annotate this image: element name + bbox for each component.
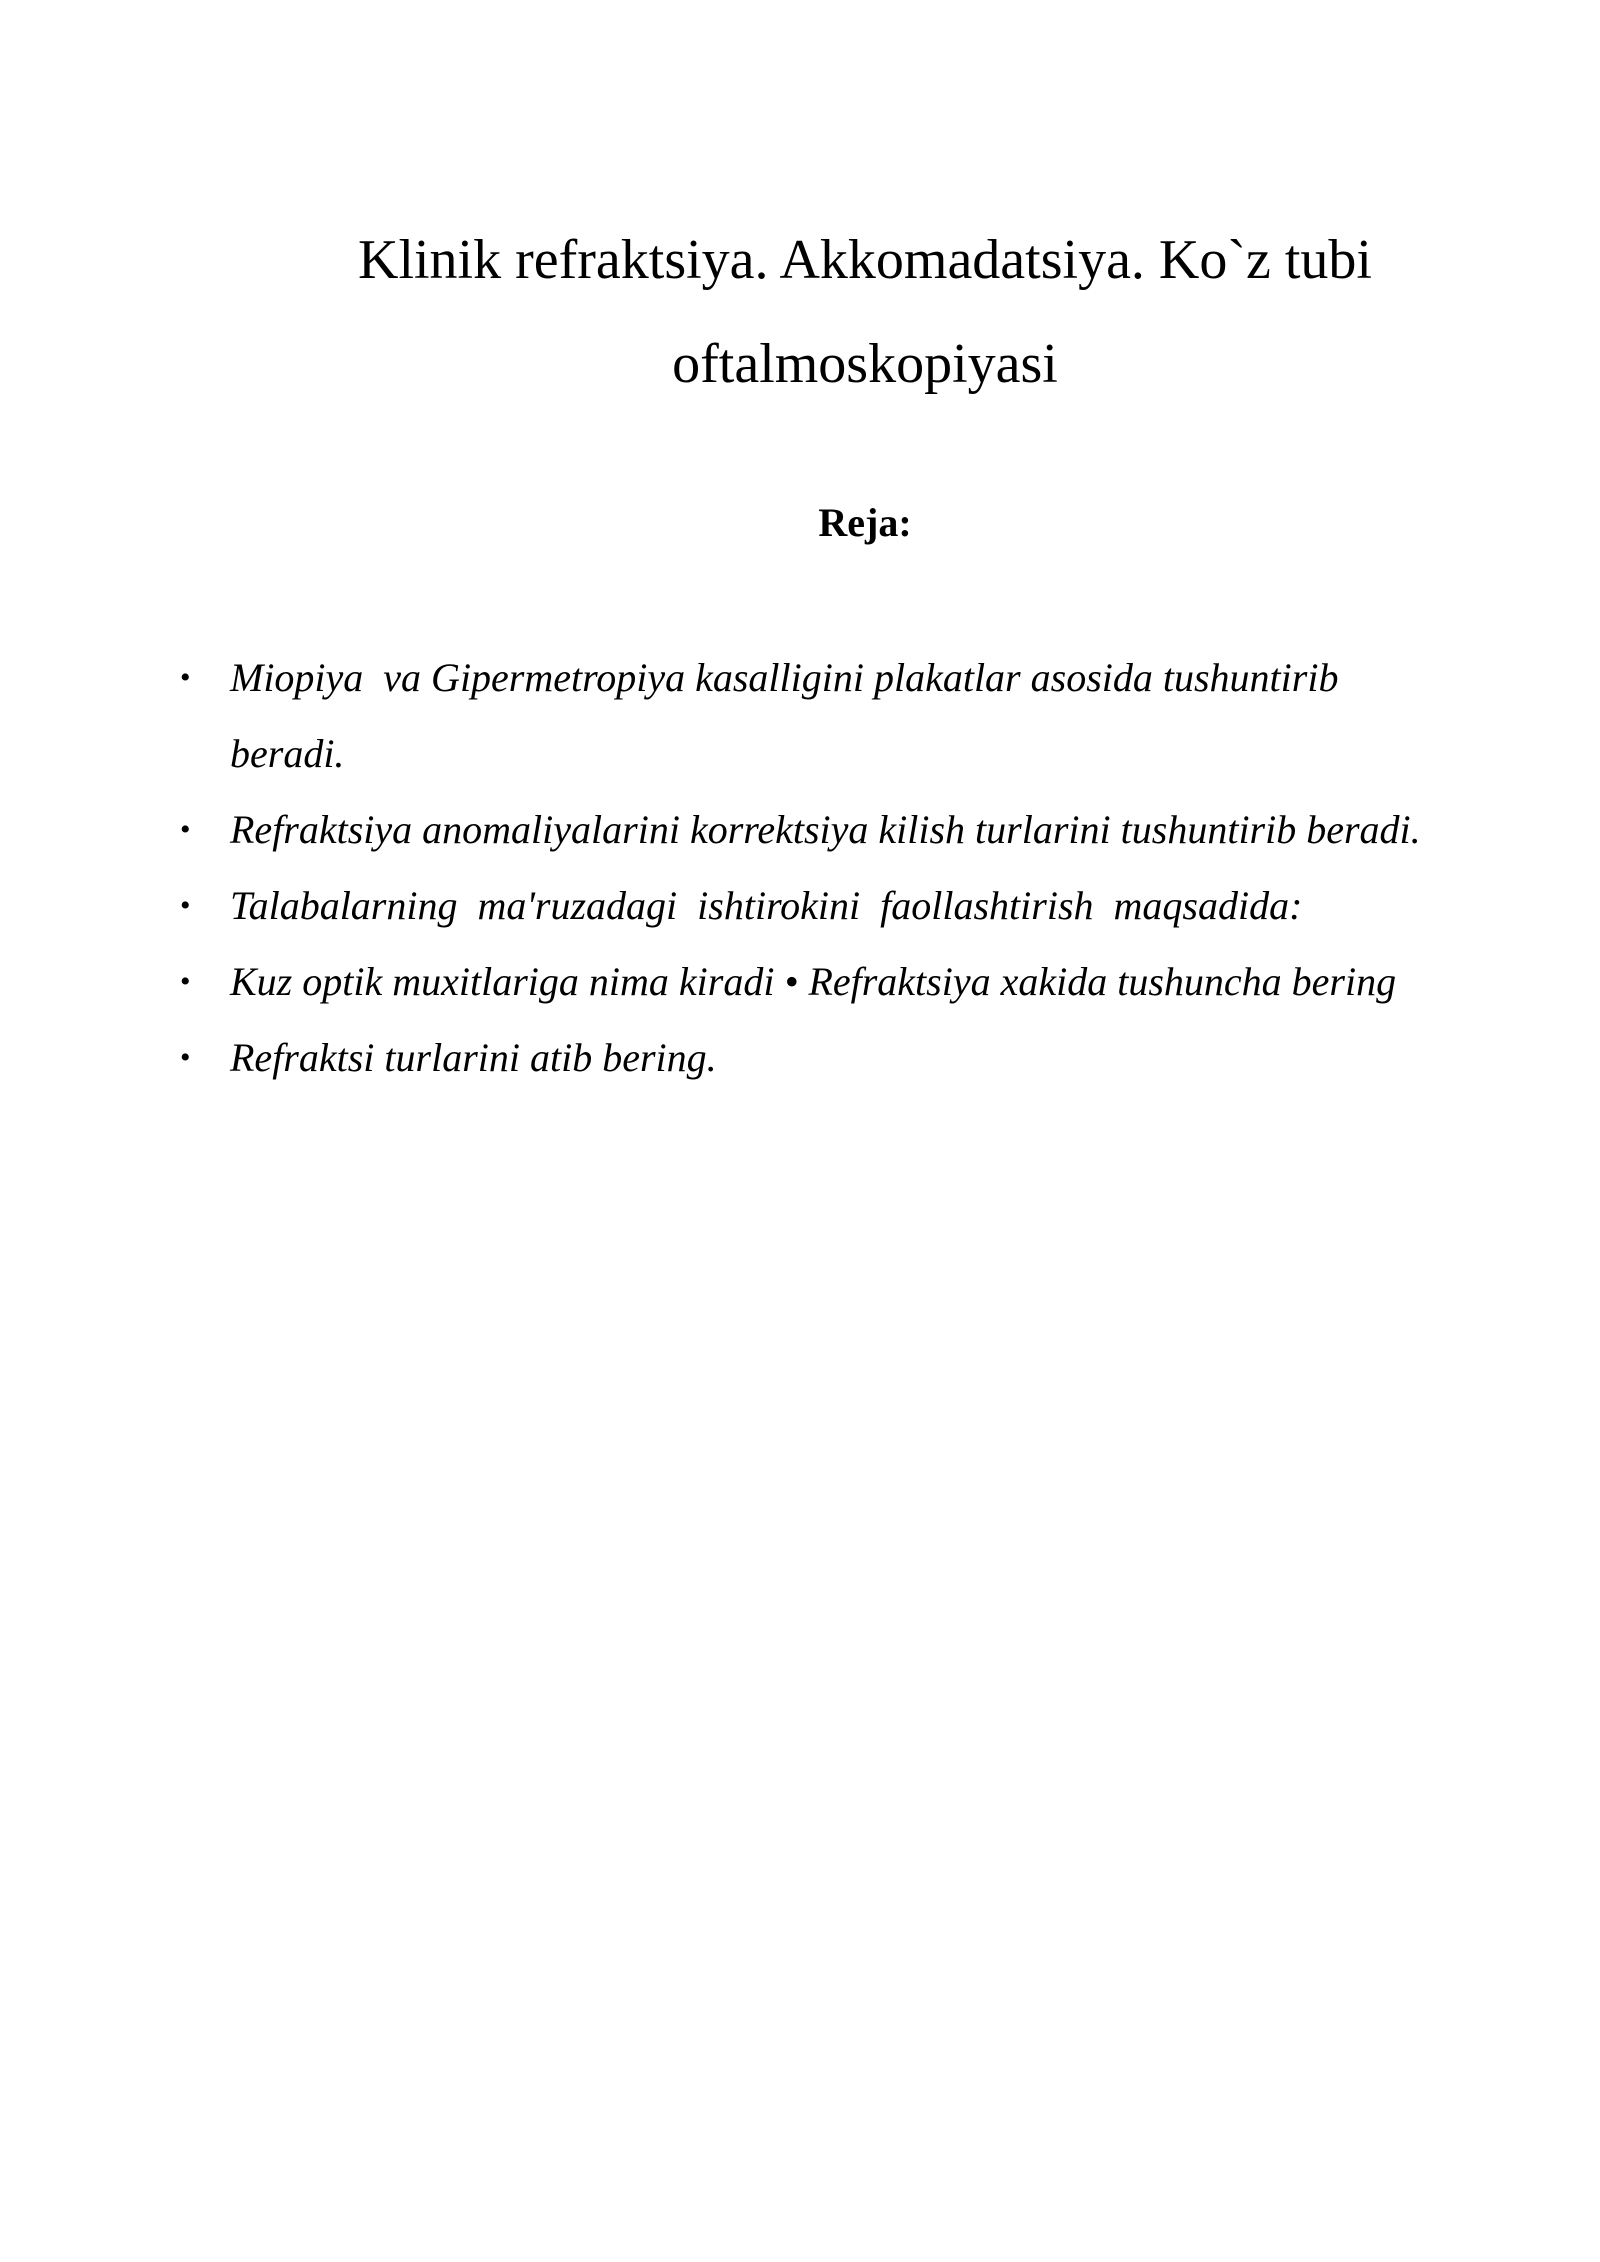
bullet-icon: • <box>180 965 191 998</box>
plan-list <box>180 640 1440 1096</box>
bullet-icon: • <box>180 1041 191 1074</box>
plan-item <box>180 944 1440 1020</box>
plan-item-text: Refraktsiya anomaliyalarini korrektsiya kilish turlarini tushuntirib beradi. <box>230 807 1421 852</box>
plan-item <box>180 1020 1440 1096</box>
plan-item <box>180 868 1440 944</box>
plan-item-text: Refraktsi turlarini atib bering. <box>230 1035 717 1080</box>
plan-item-text: Kuz optik muxitlariga nima kiradi • Refraktsiya xakida tushuncha bering <box>230 959 1397 1004</box>
plan-item-text: Miopiya va Gipermetropiya kasalligini plakatlar asosida tushuntirib beradi. <box>230 655 1349 776</box>
plan-item <box>180 640 1440 792</box>
bullet-icon: • <box>180 813 191 846</box>
plan-item <box>180 792 1440 868</box>
plan-heading: Reja: <box>818 500 912 545</box>
document-title: Klinik refraktsiya. Akkomadatsiya. Ko`z tubi oftalmoskopiyasi <box>358 229 1372 395</box>
bullet-icon: • <box>180 889 191 922</box>
plan-item-text: Talabalarning ma'ruzadagi ishtirokini faollashtirish maqsadida: <box>230 883 1303 928</box>
bullet-icon: • <box>180 661 191 694</box>
